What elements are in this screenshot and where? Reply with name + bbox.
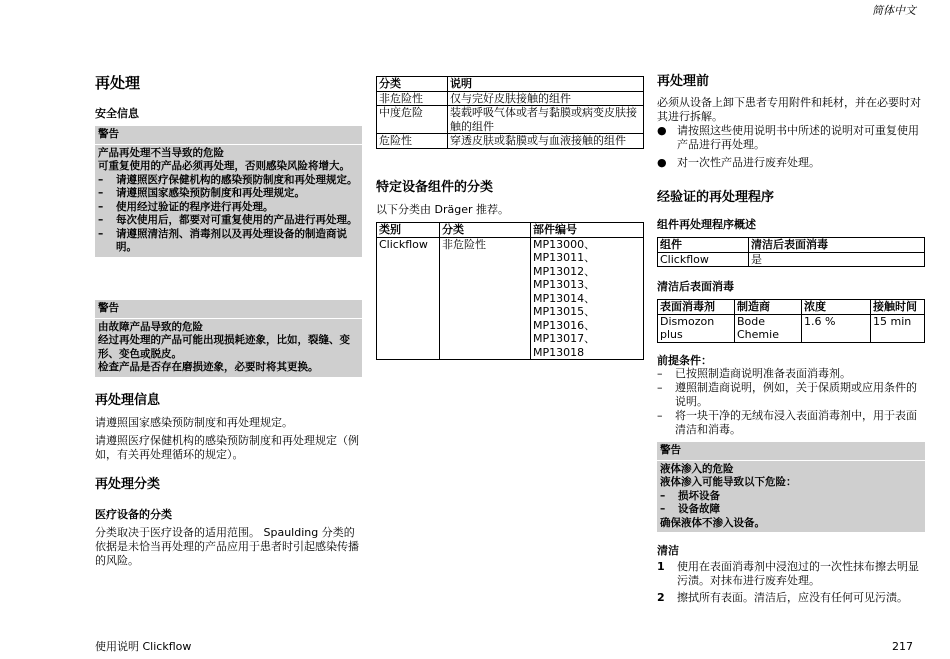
medical-device-class-paragraph: 分类取决于医疗设备的适用范围。 Spaulding 分类的依据是未恰当再处理的产品应用于患者时引起感染传播的风险。 [95,526,359,567]
overview-heading: 组件再处理程序概述 [657,218,756,231]
list-item: – 已按照制造商说明准备表面消毒剂。 [657,367,851,380]
warning-label: 警告 [95,302,362,319]
table-row: 非危险性 仅与完好皮肤接触的组件 [377,91,644,106]
validated-procedure-heading: 经验证的再处理程序 [657,190,775,205]
table-header: 浓度 [802,300,871,315]
list-item: – 遵照制造商说明，例如，关于保质期或应用条件的说明。 [657,381,917,408]
before-reprocessing-heading: 再处理前 [657,74,710,89]
warning-dash-item: – 使用经过验证的程序进行再处理。 [98,200,274,213]
info-paragraph-2: 请遵照医疗保健机构的感染预防制度和再处理规定（例如，有关再处理循环的规定）。 [95,434,359,461]
disinfectant-table [657,299,925,343]
warning-dash-item: – 请遵照医疗保健机构的感染预防制度和再处理规定。 [98,173,358,186]
warning-line: 液体渗入的危险 [660,462,734,475]
page-number: 217 [892,640,913,653]
warning-box-3 [657,442,925,532]
table-header: 表面消毒剂 [658,300,735,315]
table-header: 类别 [377,223,440,238]
prerequisites-list [657,367,925,437]
classification-heading: 再处理分类 [95,477,161,492]
table-header: 分类 [377,77,448,92]
warning-line: 经过再处理的产品可能出现损耗迹象，比如，裂缝、变形、变色或脱皮。 [98,334,350,360]
warning-box-1 [95,126,362,257]
footer-doc-title: 使用说明 Clickflow [95,640,192,653]
warning-dash-item: – 每次使用后，都要对可重复使用的产品进行再处理。 [98,214,358,226]
table-header: 清洁后表面消毒 [749,238,925,253]
table-header: 接触时间 [871,300,925,315]
warning-label: 警告 [657,444,925,461]
cleaning-heading: 清洁 [657,544,679,557]
device-class-intro: 以下分类由 Dräger 推荐。 [376,203,509,216]
info-paragraph-1: 请遵照国家感染预防制度和再处理规定。 [95,416,293,429]
warning-line: 产品再处理不当导致的危险 [98,146,224,159]
table-row: Clickflow 非危险性 MP13000、 MP13011、 MP13012、 MP13013、 MP13014、 MP13015、 MP13016、 MP13017、MP13018 [377,237,644,360]
warning-dash-item: – 设备故障 [660,503,720,515]
table-row: Dismozon plus Bode Chemie 1.6 % 15 min [658,314,925,342]
warning-line: 确保液体不渗入设备。 [660,516,765,529]
surface-disinfection-heading: 清洁后表面消毒 [657,280,734,293]
overview-table [657,237,925,267]
warning-dash-item: – 请遵照国家感染预防制度和再处理规定。 [98,187,305,199]
table-header: 制造商 [735,300,802,315]
table-row: Clickflow 是 [658,252,925,267]
reprocessing-info-heading: 再处理信息 [95,393,161,408]
before-reprocessing-bullets [657,124,925,170]
warning-box-2 [95,300,362,377]
table-row: 危险性 穿透皮肤或黏膜或与血液接触的组件 [377,134,644,149]
warning-dash-item: – 请遵照清洁剂、消毒剂以及再处理设备的制造商说明。 [98,227,347,253]
warning-dash-item: – 损坏设备 [660,489,720,502]
device-class-table [376,222,644,360]
warning-line: 可重复使用的产品必须再处理，否则感染风险将增大。 [98,160,350,172]
language-label: 简体中文 [872,4,916,17]
list-item: ● 对一次性产品进行废弃处理。 [657,156,820,169]
warning-line: 由故障产品导致的危险 [98,320,203,333]
list-item: 1 使用在表面消毒剂中浸泡过的一次性抹布擦去明显污渍。对抹布进行废弃处理。 [657,560,919,587]
before-reprocessing-paragraph: 必须从设备上卸下患者专用附件和耗材，并在必要时对其进行拆解。 [657,96,921,123]
medical-device-class-heading: 医疗设备的分类 [95,508,172,521]
table-row: 中度危险 装载呼吸气体或者与黏膜或病变皮肤接触的组件 [377,106,644,134]
section-title-reprocessing: 再处理 [95,74,141,92]
classification-table [376,76,644,149]
warning-line: 检查产品是否存在磨损迹象，必要时将其更换。 [98,361,319,373]
table-header: 部件编号 [531,223,644,238]
table-header: 分类 [440,223,531,238]
safety-info-heading: 安全信息 [95,107,139,120]
table-header: 组件 [658,238,749,253]
device-class-heading: 特定设备组件的分类 [376,180,494,195]
warning-label: 警告 [95,128,362,145]
prerequisites-heading: 前提条件： [657,354,712,367]
warning-line: 液体渗入可能导致以下危险： [660,476,797,488]
cleaning-steps [657,560,925,605]
list-item: – 将一块干净的无绒布浸入表面消毒剂中，用于表面清洁和消毒。 [657,409,917,436]
list-item: 2 擦拭所有表面。清洁后，应没有任何可见污渍。 [657,591,908,604]
table-header: 说明 [448,77,644,92]
list-item: ● 请按照这些使用说明书中所述的说明对可重复使用产品进行再处理。 [657,124,919,151]
